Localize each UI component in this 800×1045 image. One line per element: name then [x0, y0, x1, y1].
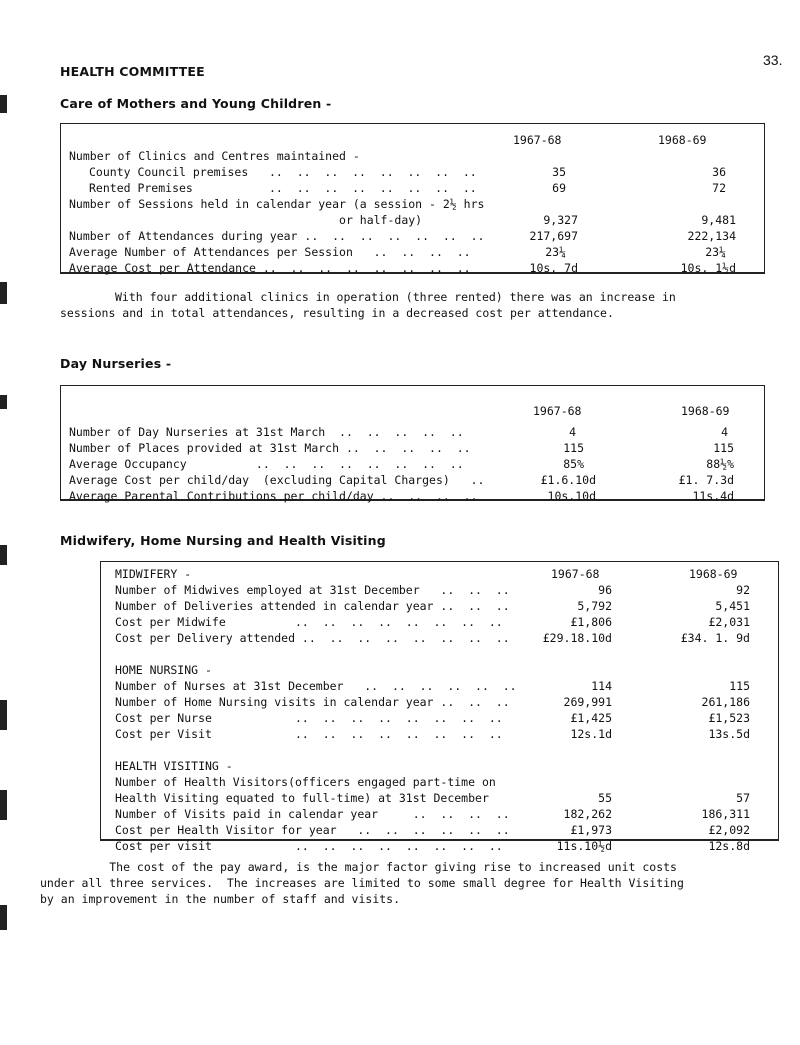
table-cell: £1. 7.3d [678, 473, 734, 487]
table-cell: 186,311 [701, 807, 750, 821]
scan-edge [0, 0, 8, 1045]
table-cell: £1,523 [708, 711, 750, 725]
midwifery-section-title: MIDWIFERY - [115, 567, 192, 581]
table-row-label: Cost per Health Visitor for year .. .. .. .. .. .. [115, 823, 510, 837]
table-cell: 115 [563, 441, 584, 455]
scan-mark [0, 905, 7, 930]
table-cell: 182,262 [563, 807, 612, 821]
table-cell: 5,451 [715, 599, 750, 613]
table-cell: 11s.10½d [556, 839, 612, 853]
table-cell: 35 [552, 165, 566, 179]
closing-note-line: by an improvement in the number of staff and visits. [40, 892, 401, 906]
table-row-label: Number of Places provided at 31st March .. .. .. .. .. [69, 441, 471, 455]
clinics-col-1967: 1967-68 [513, 133, 562, 147]
table-cell: 23¼ [545, 245, 566, 259]
nurseries-table [60, 385, 765, 501]
table-cell: 10s.10d [547, 489, 596, 503]
table-row-label: Average Number of Attendances per Session .. .. .. .. [69, 245, 471, 259]
table-cell: 23¼ [705, 245, 726, 259]
table-cell: 217,697 [529, 229, 578, 243]
table-row-label: Number of Health Visitors(officers engaged part-time on [115, 775, 496, 789]
scan-mark [0, 790, 7, 820]
table-cell: 92 [736, 583, 750, 597]
table-row-label: Number of Nurses at 31st December .. .. .. .. .. .. [115, 679, 517, 693]
table-row-label: Number of Midwives employed at 31st December .. .. .. [115, 583, 510, 597]
table-row-label: Cost per Nurse .. .. .. .. .. .. .. .. [115, 711, 503, 725]
table-row-label: Number of Deliveries attended in calendar year .. .. .. [115, 599, 510, 613]
midwifery-col-1968: 1968-69 [689, 567, 738, 581]
nurseries-heading: Day Nurseries - [60, 356, 172, 371]
table-row-label: Health Visiting equated to full-time) at 31st December [115, 791, 489, 805]
section-title: Care of Mothers and Young Children - [60, 96, 332, 111]
midwifery-heading: Midwifery, Home Nursing and Health Visiting [60, 533, 386, 548]
table-cell: 115 [729, 679, 750, 693]
midwifery-section-title: HOME NURSING - [115, 663, 212, 677]
table-cell: £1,425 [570, 711, 612, 725]
table-row-label: Rented Premises .. .. .. .. .. .. .. .. [89, 181, 477, 195]
table-row-label: County Council premises .. .. .. .. .. .. .. .. [89, 165, 477, 179]
table-row-label: Number of Home Nursing visits in calendar year .. .. .. [115, 695, 510, 709]
table-cell: 4 [721, 425, 728, 439]
clinics-col-1968: 1968-69 [658, 133, 707, 147]
clinics-note-line: With four additional clinics in operation (three rented) there was an increase in [115, 290, 676, 304]
table-cell: 9,327 [543, 213, 578, 227]
table-cell: 85% [563, 457, 584, 471]
scan-mark [0, 545, 7, 565]
table-cell: 57 [736, 791, 750, 805]
table-cell: 96 [598, 583, 612, 597]
table-row-label: Average Cost per Attendance .. .. .. .. .. .. .. .. [69, 261, 471, 275]
table-cell: £2,031 [708, 615, 750, 629]
nurseries-col-1967: 1967-68 [533, 404, 582, 418]
midwifery-table [100, 561, 779, 853]
table-row-label: Number of Day Nurseries at 31st March .. .. .. .. .. [69, 425, 464, 439]
closing-note-line: The cost of the pay award, is the major factor giving rise to increased unit costs [40, 860, 677, 874]
table-cell: 88½% [706, 457, 734, 471]
scan-mark [0, 395, 7, 409]
table-row-label: Number of Sessions held in calendar year (a session - 2½ hrs [69, 197, 485, 211]
clinics-table [60, 123, 765, 274]
table-cell: £1.6.10d [540, 473, 596, 487]
table-cell: 222,134 [687, 229, 736, 243]
table-cell: 13s.5d [708, 727, 750, 741]
table-cell: £29.18.10d [542, 631, 612, 645]
nurseries-col-1968: 1968-69 [681, 404, 730, 418]
table-cell: 36 [712, 165, 726, 179]
table-cell: 4 [569, 425, 576, 439]
table-cell: 69 [552, 181, 566, 195]
table-cell: 12s.1d [570, 727, 612, 741]
table-cell: 72 [712, 181, 726, 195]
table-cell: 10s. 1½d [680, 261, 736, 275]
scan-mark [0, 95, 7, 113]
clinics-group-label: Number of Clinics and Centres maintained - [69, 149, 360, 163]
table-cell: 12s.8d [708, 839, 750, 853]
table-row-label: Cost per Delivery attended .. .. .. .. .. .. .. .. [115, 631, 510, 645]
table-cell: 11s.4d [692, 489, 734, 503]
table-row-label: Average Cost per child/day (excluding Capital Charges) .. [69, 473, 485, 487]
table-cell: 261,186 [701, 695, 750, 709]
scan-mark [0, 700, 7, 730]
committee-heading: HEALTH COMMITTEE [60, 64, 205, 79]
table-cell: 9,481 [701, 213, 736, 227]
table-row-label: or half-day) [69, 213, 423, 227]
table-cell: 114 [591, 679, 612, 693]
table-cell: £1,806 [570, 615, 612, 629]
table-cell: £1,973 [570, 823, 612, 837]
table-row-label: Number of Visits paid in calendar year .. .. .. .. [115, 807, 510, 821]
table-cell: 10s. 7d [529, 261, 578, 275]
table-cell: 5,792 [577, 599, 612, 613]
table-row-label: Cost per Midwife .. .. .. .. .. .. .. .. [115, 615, 503, 629]
table-cell: 269,991 [563, 695, 612, 709]
page-number: 33. [763, 52, 783, 68]
table-cell: 55 [598, 791, 612, 805]
table-row-label: Average Parental Contributions per child/day .. .. .. .. [69, 489, 478, 503]
table-cell: £2,092 [708, 823, 750, 837]
table-row-label: Number of Attendances during year .. .. .. .. .. .. .. [69, 229, 485, 243]
table-row-label: Cost per Visit .. .. .. .. .. .. .. .. [115, 727, 503, 741]
closing-note-line: under all three services. The increases are limited to some small degree for Health Visiting [40, 876, 684, 890]
scan-mark [0, 282, 7, 304]
table-row-label: Average Occupancy .. .. .. .. .. .. .. .. [69, 457, 464, 471]
table-cell: 115 [713, 441, 734, 455]
midwifery-col-1967: 1967-68 [551, 567, 600, 581]
midwifery-section-title: HEALTH VISITING - [115, 759, 233, 773]
clinics-note-line: sessions and in total attendances, resulting in a decreased cost per attendance. [60, 306, 614, 320]
table-cell: £34. 1. 9d [680, 631, 750, 645]
table-row-label: Cost per visit .. .. .. .. .. .. .. .. [115, 839, 503, 853]
